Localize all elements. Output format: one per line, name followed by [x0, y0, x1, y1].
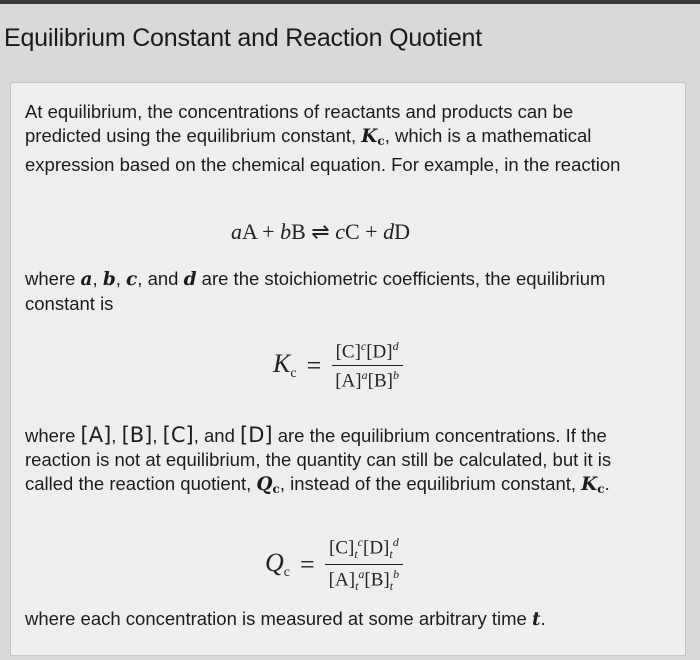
qc-fraction	[325, 535, 403, 594]
top-edge-bar	[0, 0, 700, 4]
equilibrium-arrow-icon: ⇌	[311, 219, 330, 244]
kc-symbol: $K_c$	[361, 126, 385, 148]
qc-denominator: $[A]_t^a[B]_t^b$	[328, 567, 400, 594]
equilibrium-constant-formula: Kc = $\frac{[C]^c[D]^d}{[A]^a[B]^b}$	[273, 339, 403, 393]
kc-fraction	[331, 339, 403, 393]
reaction-quotient-paragraph: where [A], [B], [C], and [D] are the equilibrium concentrations. If the reaction is not at equilibrium, the quantity can still be calculated, but it is called the reaction quotient, $Q_c$, instead of the equilibrium constant, $K_c$.	[25, 423, 612, 496]
intro-paragraph: At equilibrium, the concentrations of reactants and products can be predicted using the equilibrium constant, $K_c$, which is a mathematical expression based on the chemical equation. For example, in the reaction	[25, 101, 621, 175]
kc-numerator: $[C]^c[D]^d$	[332, 339, 403, 366]
coefficients-paragraph: where a, b, c, and d are the stoichiometric coefficients, the equilibrium constant is	[25, 268, 606, 314]
content-panel	[10, 82, 686, 656]
kc-denominator: $[A]^a[B]^b$	[335, 368, 399, 392]
page-title: Equilibrium Constant and Reaction Quotient	[4, 24, 482, 52]
reaction-equation: aA + bB ⇌ cC + dD	[231, 219, 410, 244]
qc-numerator: $[C]_t^c[D]_t^d$	[325, 535, 403, 565]
arbitrary-time-note: where each concentration is measured at some arbitrary time t.	[25, 608, 546, 630]
reaction-quotient-formula: Qc = $\frac{[C]_t^c[D]_t^d}{[A]_t^a[B]_t^b}$	[265, 535, 403, 594]
